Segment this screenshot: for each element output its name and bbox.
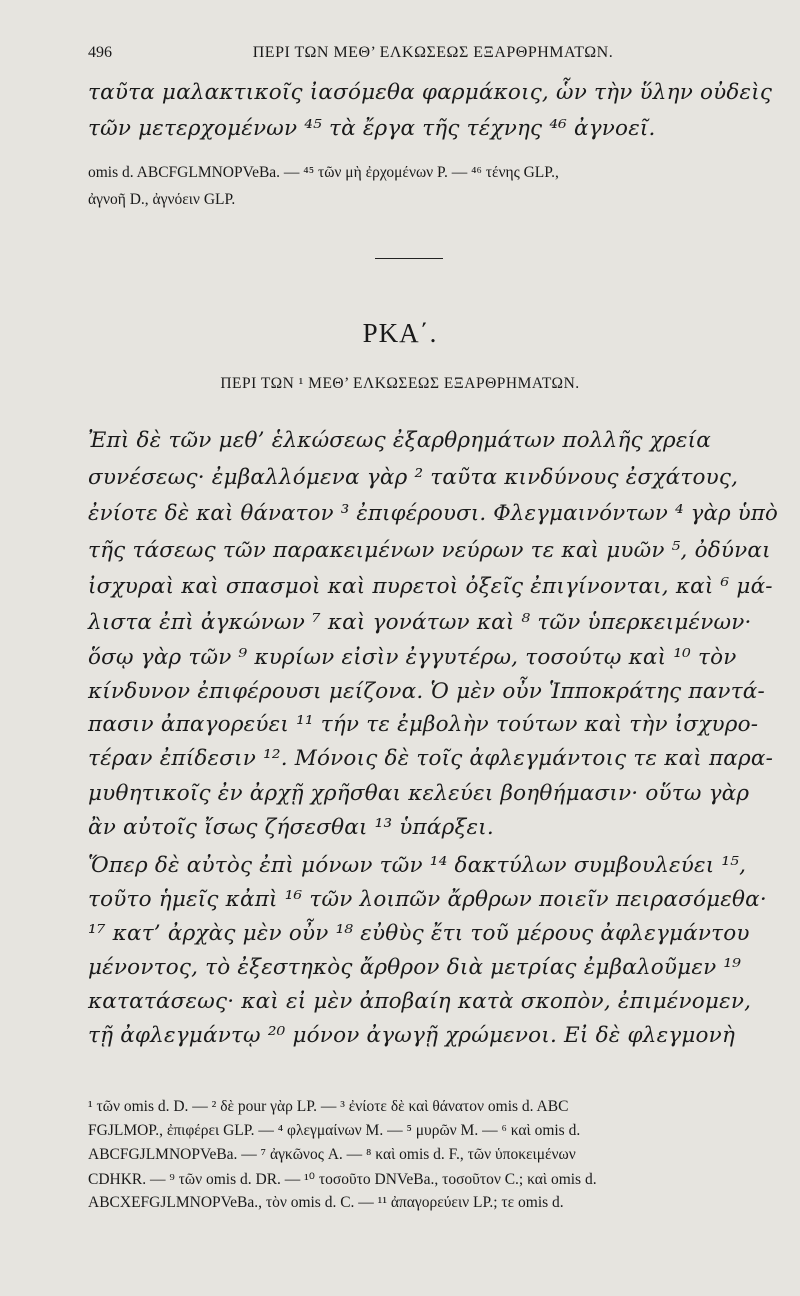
top-text-line: τῶν μετερχομένων ⁴⁵ τὰ ἔργα τῆς τέχνης ⁴⁶ ἀγνοεῖ. xyxy=(88,116,656,141)
footnote-line: FGJLMOP., ἐπιφέρει GLP. — ⁴ φλεγμαίνων M. — ⁵ μυρῶν M. — ⁶ καὶ omis d. xyxy=(88,1122,581,1139)
body-line: συνέσεως· ἐμβαλλόμενα γὰρ ² ταῦτα κινδύνους ἐσχάτους, xyxy=(88,465,739,490)
body-line: ¹⁷ κατ’ ἀρχὰς μὲν οὖν ¹⁸ εὐθὺς ἔτι τοῦ μέρους ἀφλεγμάντου xyxy=(88,921,750,946)
running-head xyxy=(88,40,778,70)
chapter-title: ΠΕΡΙ ΤΩΝ ¹ ΜΕΘ’ ΕΛΚΩΣΕΩΣ ΕΞΑΡΘΡΗΜΑΤΩΝ. xyxy=(220,375,580,392)
running-title: ΠΕΡΙ ΤΩΝ ΜΕΘ’ ΕΛΚΩΣΕΩΣ ΕΞΑΡΘΡΗΜΑΤΩΝ. xyxy=(252,44,614,61)
body-line: λιστα ἐπὶ ἀγκώνων ⁷ καὶ γονάτων καὶ ⁸ τῶν ὑπερκειμένων· xyxy=(88,610,752,635)
top-note-line: ἀγνοῆ D., ἀγνόειν GLP. xyxy=(88,191,236,208)
chapter-number: ΡΚΑ΄. xyxy=(362,318,438,348)
body-line: Ἐπὶ δὲ τῶν μεθ’ ἑλκώσεως ἐξαρθρημάτων πολλῆς χρεία xyxy=(88,428,711,453)
body-line: ἰσχυραὶ καὶ σπασμοὶ καὶ πυρετοὶ ὀξεῖς ἐπιγίνονται, καὶ ⁶ μά- xyxy=(88,574,773,599)
footnote-line: ABCXEFGJLMNOPVeBa., τὸν omis d. C. — ¹¹ ἀπαγορεύειν LP.; τε omis d. xyxy=(88,1194,564,1211)
body-line: ἂν αὐτοῖς ἴσως ζήσεσθαι ¹³ ὑπάρξει. xyxy=(88,815,494,840)
page-number: 496 xyxy=(88,44,112,61)
top-note-line: omis d. ABCFGLMNOPVeBa. — ⁴⁵ τῶν μὴ ἐρχομένων P. — ⁴⁶ τένης GLP., xyxy=(88,164,559,181)
top-text-line: ταῦτα μαλακτικοῖς ἰασόμεθα φαρμάκοις, ὧν τὴν ὕλην οὐδεὶς xyxy=(88,80,773,105)
footnote-line: ABCFGJLMNOPVeBa. — ⁷ ἀγκῶνος A. — ⁸ καὶ omis d. F., τῶν ὑποκειμένων xyxy=(88,1146,576,1163)
body-line: πασιν ἀπαγορεύει ¹¹ τήν τε ἐμβολὴν τούτων καὶ τὴν ἰσχυρο- xyxy=(88,712,759,737)
body-line: τέραν ἐπίδεσιν ¹². Μόνοις δὲ τοῖς ἀφλεγμάντοις τε καὶ παρα- xyxy=(88,746,774,771)
body-line: τῆς τάσεως τῶν παρακειμένων νεύρων τε καὶ μυῶν ⁵, ὀδύναι xyxy=(88,538,771,563)
footnote-line: CDHKR. — ⁹ τῶν omis d. DR. — ¹⁰ τοσοῦτο DNVeBa., τοσοῦτον C.; καὶ omis d. xyxy=(88,1171,597,1188)
section-divider xyxy=(375,258,443,259)
body-line: κίνδυνον ἐπιφέρουσι μείζονα. Ὁ μὲν οὖν Ἱπποκράτης παντά- xyxy=(88,679,765,704)
body-line: μυθητικοῖς ἐν ἀρχῇ χρῆσθαι κελεύει βοηθήμασιν· οὕτω γὰρ xyxy=(88,781,750,806)
body-line: τῇ ἀφλεγμάντῳ ²⁰ μόνον ἀγωγῇ χρώμενοι. Εἰ δὲ φλεγμονὴ xyxy=(88,1023,736,1048)
body-line: ὅσῳ γὰρ τῶν ⁹ κυρίων εἰσὶν ἐγγυτέρω, τοσούτῳ καὶ ¹⁰ τὸν xyxy=(88,645,737,670)
body-line: ἐνίοτε δὲ καὶ θάνατον ³ ἐπιφέρουσι. Φλεγμαινόντων ⁴ γὰρ ὑπὸ xyxy=(88,501,779,526)
footnote-line: ¹ τῶν omis d. D. — ² δὲ pour γὰρ LP. — ³ ἐνίοτε δὲ καὶ θάνατον omis d. ABC xyxy=(88,1098,569,1115)
body-line: τοῦτο ἡμεῖς κἀπὶ ¹⁶ τῶν λοιπῶν ἄρθρων ποιεῖν πειρασόμεθα· xyxy=(88,887,767,912)
body-line: μένοντος, τὸ ἐξεστηκὸς ἄρθρον διὰ μετρίας ἐμβαλοῦμεν ¹⁹ xyxy=(88,955,742,980)
body-line: Ὅπερ δὲ αὐτὸς ἐπὶ μόνων τῶν ¹⁴ δακτύλων συμβουλεύει ¹⁵, xyxy=(88,853,747,878)
body-line: κατατάσεως· καὶ εἰ μὲν ἀποβαίη κατὰ σκοπὸν, ἐπιμένομεν, xyxy=(88,989,752,1014)
